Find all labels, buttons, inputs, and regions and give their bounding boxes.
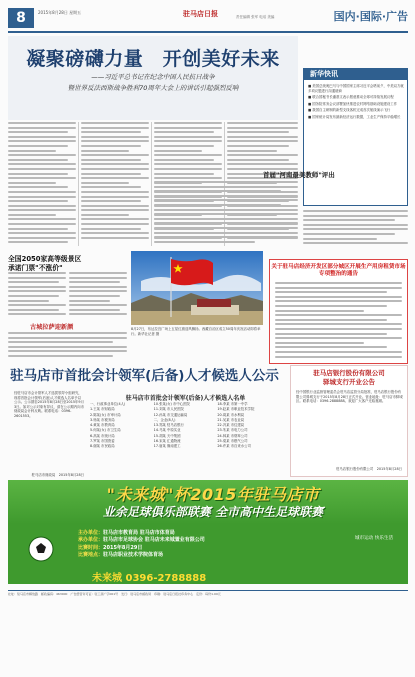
text-line xyxy=(81,131,141,133)
text-line xyxy=(154,213,298,215)
text-line xyxy=(154,159,214,161)
text-line xyxy=(8,154,76,156)
text-line xyxy=(154,199,298,201)
text-line xyxy=(275,282,402,284)
text-line xyxy=(8,205,76,207)
tibet-headline[interactable]: 古城拉萨迎新颜 xyxy=(30,324,74,331)
editor-line: 责任编辑 张军 电话 美编 xyxy=(236,15,275,19)
ad-right-slogan: 城市运动 快乐生活 xyxy=(354,536,394,541)
text-line xyxy=(81,205,149,207)
news-photo xyxy=(131,251,263,325)
announcement-signature: 驻马店市财政局 2015年8月28日 xyxy=(31,473,84,477)
candidate-list-title: 驻马店市首批会计领军(后备)人才候选人名单 xyxy=(125,395,246,402)
text-line xyxy=(8,177,76,179)
text-line xyxy=(81,200,141,202)
text-line xyxy=(8,228,68,230)
news-flash-list xyxy=(308,84,405,122)
text-line xyxy=(81,196,149,198)
text-line xyxy=(69,277,127,279)
text-line xyxy=(154,204,281,206)
text-line xyxy=(275,337,402,339)
text-line xyxy=(81,127,149,129)
text-line xyxy=(303,242,408,244)
text-line xyxy=(8,127,76,129)
text-line xyxy=(69,290,127,292)
text-line xyxy=(154,209,255,211)
text-line xyxy=(154,241,255,243)
text-line xyxy=(8,281,59,283)
ad-info-key: 主办单位： xyxy=(78,530,104,536)
article-column-2 xyxy=(81,122,149,246)
table-cell: 23.朱某 市电力公司 xyxy=(217,428,248,433)
text-line xyxy=(81,154,149,156)
text-line xyxy=(227,131,289,133)
ad-info-value: 驻马店市教育局 驻马店市体育局 xyxy=(103,530,175,536)
text-line xyxy=(227,140,298,142)
ad-left-graphic xyxy=(12,534,70,564)
text-line xyxy=(8,182,56,184)
teacher-article-text xyxy=(154,181,298,246)
text-line xyxy=(81,159,141,161)
table-cell: 7.罗某 市国资委 xyxy=(90,439,115,444)
ad-info-value: 驻马店市足球协会 驻马店未来城置业有限公司 xyxy=(103,537,205,544)
text-line xyxy=(154,154,222,156)
bank-branch-title: 驿城支行开业公告 xyxy=(323,377,375,386)
table-cell: 1.王某 市财政局 xyxy=(90,407,115,412)
text-line xyxy=(8,277,66,279)
ad-info-row xyxy=(78,552,328,559)
text-line xyxy=(8,300,49,302)
text-line xyxy=(303,215,408,217)
text-line xyxy=(81,150,129,152)
text-line xyxy=(154,136,222,138)
notice-text xyxy=(275,282,402,360)
ad-info-value: 2015年8月29日 xyxy=(103,544,143,551)
text-line xyxy=(275,291,387,293)
text-line xyxy=(81,228,141,230)
text-line xyxy=(8,286,66,288)
text-line xyxy=(154,122,222,124)
text-line xyxy=(8,218,76,220)
table-cell: 18.李某 市第一中学 xyxy=(217,402,248,406)
text-line xyxy=(8,346,127,348)
text-line xyxy=(275,287,402,289)
text-line xyxy=(227,154,298,156)
text-line xyxy=(81,209,149,211)
text-line xyxy=(8,290,66,292)
text-line xyxy=(8,173,68,175)
text-line xyxy=(8,140,76,142)
text-line xyxy=(227,136,298,138)
table-cell: 12.孙某 市交通运输局 xyxy=(153,412,188,417)
text-line xyxy=(154,163,222,165)
text-line xyxy=(69,304,127,306)
text-line xyxy=(227,145,289,147)
ad-info-key: 比赛时间： xyxy=(78,544,104,551)
ad-info-row xyxy=(78,545,328,552)
table-cell: 19.赵某 市职业技术学院 xyxy=(217,407,255,412)
text-line xyxy=(154,168,222,170)
text-line xyxy=(275,314,402,316)
text-line xyxy=(303,238,377,240)
article-column-1 xyxy=(8,122,76,252)
table-cell: 3.杨某 市税务局 xyxy=(90,417,115,422)
text-line xyxy=(8,241,68,243)
announcement-text: 经驻马店市会计领军人才选拔领导小组研究，现将首批会计领军(后备)人才候选人名单予以公示。公示期自2015年8月28日至2015年9月3日。如对公示对象有异议，请在公示期内向市财政局会计科反映。联系电话：0396-2601553。 xyxy=(14,391,84,418)
text-line xyxy=(275,300,402,302)
text-line xyxy=(154,177,222,179)
text-line xyxy=(154,218,281,220)
text-line xyxy=(8,136,76,138)
table-cell: 13.郑某 驻马店银行 xyxy=(153,423,184,428)
news-flash-item[interactable]: ■ 国家统计局发布最新经济运行数据，工业生产保持平稳增长 xyxy=(308,114,401,119)
text-line xyxy=(81,145,141,147)
text-line xyxy=(69,300,110,302)
notice-title[interactable]: 关于驻马店经济开发区部分城区开展生产用房租赁市场专项整治的通告 xyxy=(271,264,406,277)
text-line xyxy=(8,237,76,239)
text-line xyxy=(8,145,68,147)
tibet-article-text xyxy=(8,332,127,360)
text-line xyxy=(8,196,76,198)
date-line: 2015年8月28日 星期五 xyxy=(38,10,82,15)
text-line xyxy=(81,232,149,234)
table-cell: 22.冯某 市住建局 xyxy=(217,423,245,428)
ad-info-list xyxy=(78,530,328,559)
text-line xyxy=(8,186,68,188)
news-flash-item[interactable]: ■ 国务院常务会议部署加快推进农村网络基础设施建设工作 xyxy=(308,101,398,106)
text-line xyxy=(275,328,402,330)
text-line xyxy=(154,173,214,175)
text-line xyxy=(275,305,387,307)
text-line xyxy=(81,122,149,124)
text-line xyxy=(275,346,387,348)
text-line xyxy=(8,122,76,124)
text-line xyxy=(154,127,222,129)
text-line xyxy=(8,200,68,202)
text-line xyxy=(8,341,113,343)
text-line xyxy=(8,223,76,225)
text-line xyxy=(227,127,298,129)
table-cell: 17.唐某 豫南建工 xyxy=(153,444,181,449)
text-line xyxy=(275,351,402,353)
main-subtitle-2: 暨世界反法西斯战争胜利70周年大会上的讲话引起强烈反响 xyxy=(67,84,239,92)
text-line xyxy=(154,186,298,188)
ad-info-value: 驻马店职业技术学院体育场 xyxy=(103,551,164,558)
masthead-logo: 驻马店日报 xyxy=(183,10,218,18)
news-flash-item[interactable]: ■ 美国总统奥巴马与中国国家主席习近平会晤前夕，中美双方就多项议题进行沟通磋商 xyxy=(308,84,404,93)
text-line xyxy=(227,163,298,165)
text-line xyxy=(8,355,113,357)
text-line xyxy=(8,131,68,133)
text-line xyxy=(8,272,66,274)
announcement-title[interactable]: 驻马店市首批会计领军(后备)人才候选人公示 xyxy=(10,368,279,384)
ad-info-key: 承办单位： xyxy=(78,537,104,544)
text-line xyxy=(8,168,76,170)
text-line xyxy=(81,163,149,165)
football-icon xyxy=(12,534,70,564)
table-cell: 2.陈某(女) 市审计局 xyxy=(90,412,121,417)
table-cell: 8.谢某 市民政局 xyxy=(90,444,115,449)
table-cell: 二、企业(8人) xyxy=(153,417,176,422)
text-line xyxy=(154,195,298,197)
text-line xyxy=(8,309,59,311)
page-footer: 社址：驻马店市解放路 邮政编码：463000 广告经营许可证：驻工商广字001号 发行：驻马店市邮政局 印刷：驻马店日报社印务中心 定价：每份1.00元 xyxy=(8,590,408,598)
text-line xyxy=(303,219,395,221)
text-line xyxy=(275,356,402,358)
text-line xyxy=(303,233,395,235)
text-line xyxy=(8,150,56,152)
text-line xyxy=(8,163,76,165)
news-flash-item[interactable]: ■ 联合国秘书长潘基文表示愿意推动全球可持续发展议程 xyxy=(308,95,394,100)
flag-square-photo xyxy=(131,251,263,325)
text-line xyxy=(8,209,76,211)
text-line xyxy=(154,145,214,147)
text-line xyxy=(81,177,149,179)
text-line xyxy=(8,191,76,193)
text-line xyxy=(69,272,127,274)
text-line xyxy=(154,227,298,229)
text-line xyxy=(81,191,149,193)
text-line xyxy=(227,150,277,152)
column-divider xyxy=(78,122,79,246)
text-line xyxy=(227,122,298,124)
text-line xyxy=(275,310,364,312)
table-row xyxy=(90,444,281,449)
right-column-text xyxy=(303,210,408,246)
page-header xyxy=(8,6,408,30)
bank-ad-signature: 驻马店银行股份有限公司 2015年8月28日 xyxy=(336,467,402,472)
scenic-article-text-2 xyxy=(69,272,127,318)
text-line xyxy=(154,236,298,238)
scenic-article-text xyxy=(8,272,66,318)
notice-box xyxy=(269,259,408,364)
text-line xyxy=(8,159,68,161)
main-subtitle-1: ——习近平总书记在纪念中国人民抗日战争 xyxy=(91,73,215,81)
text-line xyxy=(154,140,222,142)
ad-info-row xyxy=(78,537,328,544)
text-line xyxy=(8,350,127,352)
text-line xyxy=(154,232,281,234)
bank-opening-ad xyxy=(290,365,408,477)
text-line xyxy=(154,150,202,152)
text-line xyxy=(81,173,141,175)
table-cell: 15.胡某 天中集团 xyxy=(153,433,181,438)
text-line xyxy=(275,342,364,344)
table-cell: 14.马某 中原实业 xyxy=(153,428,181,433)
text-line xyxy=(303,224,408,226)
ad-info-key: 比赛地点： xyxy=(78,551,104,558)
table-cell: 10.张某(女) 市中心医院 xyxy=(153,402,190,406)
text-line xyxy=(81,186,141,188)
text-line xyxy=(154,131,214,133)
text-line xyxy=(154,181,298,183)
table-cell: 11.刘某 市人民医院 xyxy=(153,407,184,412)
text-line xyxy=(81,136,149,138)
bank-ad-title[interactable] xyxy=(291,369,407,386)
main-headline-block xyxy=(8,36,298,120)
news-flash-box xyxy=(303,68,408,206)
teacher-headline[interactable]: 首届"河南最美教师"评出 xyxy=(263,171,335,179)
text-line xyxy=(8,214,56,216)
text-line xyxy=(69,309,120,311)
text-line xyxy=(81,168,149,170)
table-cell: 26.许某 市自来水公司 xyxy=(217,444,251,449)
text-line xyxy=(81,214,129,216)
table-cell: 4.黄某 市教育局 xyxy=(90,423,115,428)
table-cell: 6.高某 市统计局 xyxy=(90,433,115,438)
ad-subtitle: 业余足球俱乐部联赛 全市高中生足球联赛 xyxy=(102,505,324,519)
text-line xyxy=(275,333,387,335)
header-rule xyxy=(8,31,408,33)
text-line xyxy=(8,295,59,297)
photo-caption: 8月27日，布达拉宫广场上五星红旗迎风飘扬。西藏自治区成立50周年庆祝活动即将举行。新华社记者 摄 xyxy=(131,327,261,336)
text-line xyxy=(81,182,129,184)
text-line xyxy=(8,304,66,306)
scenic-headline-2[interactable]: 承诺门票"不涨价" xyxy=(8,264,63,272)
text-line xyxy=(8,232,76,234)
ad-phone[interactable]: 未来城 0396-2788888 xyxy=(92,573,207,584)
text-line xyxy=(275,319,387,321)
text-line xyxy=(81,223,149,225)
table-cell: 25.梁某 市燃气公司 xyxy=(217,439,248,444)
text-line xyxy=(81,218,149,220)
text-line xyxy=(69,281,120,283)
text-line xyxy=(8,313,66,315)
text-line xyxy=(154,190,281,192)
text-line xyxy=(275,323,402,325)
text-line xyxy=(303,228,408,230)
table-cell: 16.宋某 汇通物流 xyxy=(153,439,181,444)
bank-ad-body: 经中国银行业监督管理委员会驻马店监管分局批准，驻马店银行股份有限公司驿城支行于2015年8月28日正式开业。营业地址：驻马店市驿城区。联系电话：0396-2888888。欢迎广大客户光临惠顾。 xyxy=(296,390,403,404)
text-line xyxy=(227,159,289,161)
table-cell: 一、行政事业单位(4人) xyxy=(90,402,126,406)
news-flash-item[interactable]: ■ 我国自主研制的新型支线客机完成首次航线演示飞行 xyxy=(308,108,391,113)
accountant-announcement xyxy=(8,365,281,477)
text-line xyxy=(8,337,127,339)
text-line xyxy=(8,332,127,334)
text-line xyxy=(81,140,149,142)
scenic-headline-1[interactable]: 全国2050家高等级景区 xyxy=(8,255,82,263)
text-line xyxy=(275,296,402,298)
text-line xyxy=(69,295,120,297)
football-league-ad xyxy=(8,480,408,584)
text-line xyxy=(81,237,149,239)
column-divider xyxy=(151,122,152,246)
table-cell: 21.吴某 市农业局 xyxy=(217,417,245,422)
page-number: 8 xyxy=(8,8,34,28)
candidate-table xyxy=(90,402,281,450)
text-line xyxy=(303,210,408,212)
main-headline: 凝聚磅礴力量 开创美好未来 xyxy=(26,48,280,70)
text-line xyxy=(69,286,127,288)
text-line xyxy=(154,222,298,224)
ad-title: "未来城"杯2015年驻马店市 xyxy=(106,485,320,504)
text-line xyxy=(69,313,127,315)
bank-name: 驻马店银行股份有限公司 xyxy=(313,369,385,377)
news-flash-title: 新华快讯 xyxy=(304,69,407,80)
section-title: 国内·国际·广告 xyxy=(333,10,408,23)
table-cell: 20.周某 市水利局 xyxy=(217,412,245,417)
table-cell: 24.林某 市烟草公司 xyxy=(217,433,248,438)
table-cell: 5.何某(女) 市卫生局 xyxy=(90,428,121,433)
